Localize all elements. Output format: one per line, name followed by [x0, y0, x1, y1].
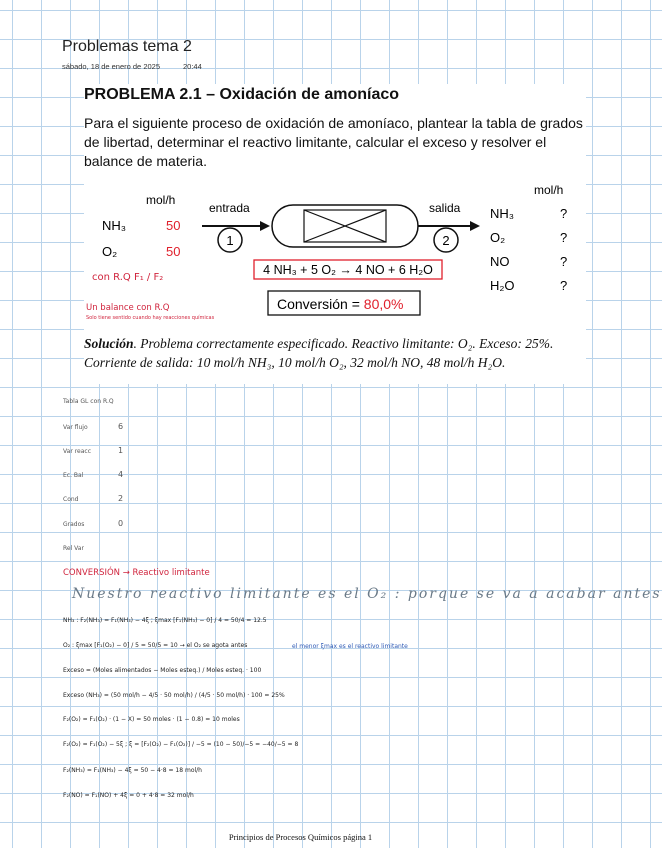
gl-row-label: Grados: [63, 521, 85, 528]
outlet-species-o2: O₂: [490, 230, 506, 245]
outlet-species-nh3: NH₃: [490, 206, 515, 221]
solution-text: Solución. Problema correctamente especificado. Reactivo limitante: O₂. Exceso: 25%. Corriente de salida: 10 mol/h NH₃, 10 mol/h O₂, 32 mol/h NO, 48 mol/h H₂O.: [84, 336, 554, 370]
page-time: 20:44: [183, 62, 202, 71]
gl-row-label: Rel Var: [63, 545, 84, 552]
calc-line: NH₃ : F₂(NH₃) = F₁(NH₃) − 4ξ ; ξmax [F₁(NH₃) − 0] / 4 = 50/4 = 12.5: [63, 617, 267, 624]
conversion-text: [277, 296, 403, 312]
gl-row-value: 2: [118, 494, 124, 503]
problem-title: PROBLEMA 2.1 – Oxidación de amoníaco: [84, 86, 400, 103]
calc-line: O₂ : ξmax [F₁(O₂) − 0] / 5 = 50/5 = 10 → el O₂ se agota antes: [63, 642, 248, 649]
calc-line: Exceso (NH₃) = (50 mol/h − 4/5 · 50 mol/h) / (4/5 · 50 mol/h) · 100 = 25%: [63, 692, 285, 699]
inlet-value-nh3: 50: [166, 218, 181, 233]
stream-1-label: 1: [226, 233, 234, 248]
page-title: Problemas tema 2: [62, 38, 192, 55]
solution-label: Solución: [84, 336, 134, 351]
stream-2-label: 2: [442, 233, 450, 248]
inlet-unit: mol/h: [146, 193, 176, 207]
gl-row-label: Var flujo: [63, 424, 88, 431]
calc-line: Exceso = (Moles alimentados − Moles esteq.) / Moles esteq. · 100: [63, 667, 262, 674]
gl-row-value: 0: [118, 519, 124, 528]
gl-row-label: Ec. Bal: [63, 472, 84, 479]
conversion-heading: CONVERSIÓN → Reactivo limitante: [63, 568, 210, 578]
calc-line: F₂(O₂) = F₁(O₂) · (1 − X) = 50 moles · (1 − 0.8) = 10 moles: [63, 716, 240, 723]
red-note-2: Un balance con R.Q: [86, 303, 170, 313]
calc-line: F₂(NO) = F₁(NO) + 4ξ = 0 + 4·8 = 32 mol/h: [63, 792, 194, 799]
outlet-value-h2o: ?: [560, 278, 568, 293]
calc-line: F₂(NH₃) = F₁(NH₃) − 4ξ = 50 − 4·8 = 18 mol/h: [63, 767, 202, 774]
outlet-arrow-head: [470, 221, 480, 231]
gl-row-label: Var reacc: [63, 448, 91, 455]
outlet-value-no: ?: [560, 254, 568, 269]
outlet-label: salida: [429, 201, 461, 215]
gl-row-label: Tabla GL con R.Q: [63, 398, 114, 405]
inlet-species-nh3: NH₃: [102, 218, 127, 233]
inlet-label: entrada: [209, 201, 250, 215]
conversion-value: 80,0%: [363, 296, 404, 312]
outlet-species-h2o: H₂O: [490, 278, 515, 293]
problem-printout: [84, 84, 586, 384]
red-note-2-sub: Solo tiene sentido cuando hay reacciones químicas: [86, 315, 215, 321]
conversion-label: Conversión =: [277, 296, 364, 312]
pencil-note: Nuestro reactivo limitante es el O₂ : porque se va a acabar antes: [72, 586, 662, 602]
red-note-1: con R.Q F₁ / F₂: [92, 272, 164, 283]
page-date: sábado, 18 de enero de 2025: [62, 62, 161, 71]
gl-row-value: 6: [118, 422, 124, 431]
outlet-unit: mol/h: [534, 183, 564, 197]
page-footer: Principios de Procesos Químicos página 1: [228, 832, 373, 842]
calc-line: F₂(O₂) = F₁(O₂) − 5ξ ; ξ = [F₂(O₂) − F₁(O₂)] / −5 = (10 − 50)/−5 = −40/−5 = 8: [63, 741, 299, 748]
blue-note: el menor ξmax es el reactivo limitante: [292, 643, 408, 650]
gl-row-value: 1: [118, 446, 124, 455]
reaction-equation: 4 NH₃ + 5 O₂ → 4 NO + 6 H₂O: [263, 263, 433, 277]
gl-row-value: 4: [118, 470, 124, 479]
outlet-value-nh3: ?: [560, 206, 568, 221]
outlet-value-o2: ?: [560, 230, 568, 245]
inlet-value-o2: 50: [166, 244, 181, 259]
inlet-arrow-head: [260, 221, 270, 231]
outlet-species-no: NO: [490, 254, 510, 269]
inlet-species-o2: O₂: [102, 244, 118, 259]
problem-statement: Para el siguiente proceso de oxidación de amoníaco, plantear la tabla de grados de libertad, determinar el reactivo limitante, calcular el exceso y resolver el balance de materia.: [84, 115, 583, 169]
gl-row-label: Cond: [63, 496, 79, 503]
